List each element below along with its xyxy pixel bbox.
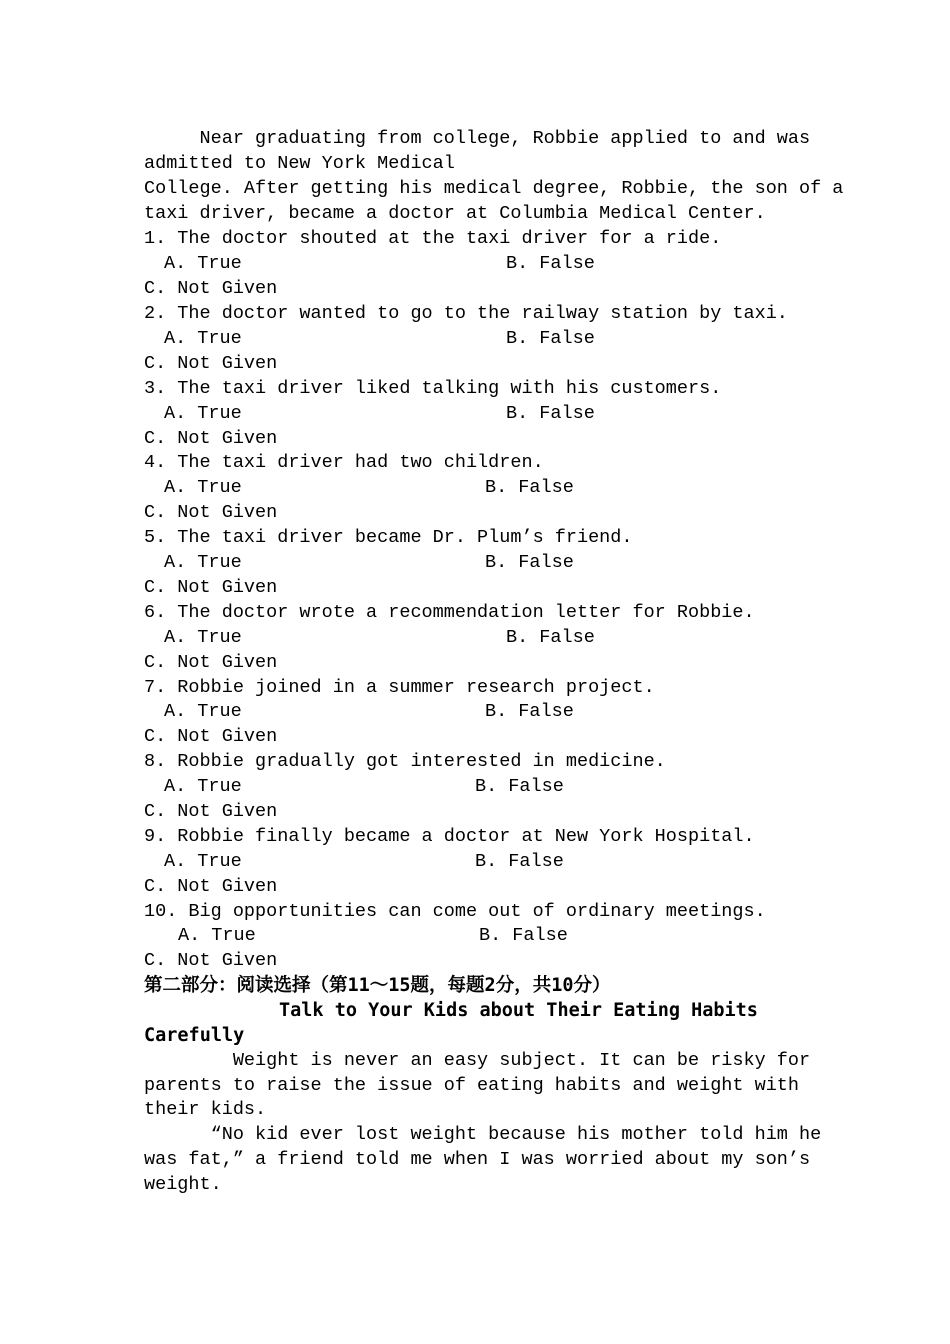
question-8-option-c: C. Not Given [144, 801, 278, 822]
question-6-text: 6. The doctor wrote a recommendation letter for Robbie. [144, 602, 755, 623]
question-3-text: 3. The taxi driver liked talking with his customers. [144, 378, 722, 399]
question-2-option-b: B. False [506, 328, 595, 349]
question-5-option-c: C. Not Given [144, 577, 278, 598]
question-5-option-a: A. True [164, 552, 242, 573]
question-3-option-c: C. Not Given [144, 428, 278, 449]
question-4-option-b: B. False [485, 477, 574, 498]
question-8-text: 8. Robbie gradually got interested in medicine. [144, 751, 666, 772]
question-6-option-c: C. Not Given [144, 652, 278, 673]
passage-line: was fat,” a friend told me when I was worried about my son’s [144, 1149, 811, 1170]
question-10-text: 10. Big opportunities can come out of ordinary meetings. [144, 901, 766, 922]
question-8-option-b: B. False [475, 776, 564, 797]
question-1-option-c: C. Not Given [144, 278, 278, 299]
question-1-text: 1. The doctor shouted at the taxi driver for a ride. [144, 228, 722, 249]
passage-line: weight. [144, 1174, 222, 1195]
question-8-option-a: A. True [164, 776, 242, 797]
question-3-option-b: B. False [506, 403, 595, 424]
section-heading: 第二部分：阅读选择（第11～15题，每题2分，共10分） [144, 975, 611, 996]
question-5-option-b: B. False [485, 552, 574, 573]
question-7-option-a: A. True [164, 701, 242, 722]
question-6-option-a: A. True [164, 627, 242, 648]
question-3-option-a: A. True [164, 403, 242, 424]
question-10-option-a: A. True [178, 925, 256, 946]
question-1-option-b: B. False [506, 253, 595, 274]
question-7-option-c: C. Not Given [144, 726, 278, 747]
passage-line: “No kid ever lost weight because his mother told him he [144, 1124, 822, 1145]
question-10-option-b: B. False [479, 925, 568, 946]
question-4-option-a: A. True [164, 477, 242, 498]
passage-line: admitted to New York Medical [144, 153, 455, 174]
question-7-option-b: B. False [485, 701, 574, 722]
question-9-option-c: C. Not Given [144, 876, 278, 897]
question-5-text: 5. The taxi driver became Dr. Plum’s friend. [144, 527, 633, 548]
passage-title: Talk to Your Kids about Their Eating Habits [279, 1000, 758, 1021]
question-1-option-a: A. True [164, 253, 242, 274]
question-7-text: 7. Robbie joined in a summer research project. [144, 677, 655, 698]
question-10-option-c: C. Not Given [144, 950, 278, 971]
passage-line: Near graduating from college, Robbie applied to and was [144, 128, 811, 149]
passage-line: their kids. [144, 1099, 267, 1120]
question-4-option-c: C. Not Given [144, 502, 278, 523]
question-2-text: 2. The doctor wanted to go to the railway station by taxi. [144, 303, 788, 324]
question-4-text: 4. The taxi driver had two children. [144, 452, 544, 473]
question-2-option-c: C. Not Given [144, 353, 278, 374]
passage-line: College. After getting his medical degree, Robbie, the son of a [144, 178, 844, 199]
passage-title-continued: Carefully [144, 1025, 245, 1046]
passage-line: Weight is never an easy subject. It can be risky for [144, 1050, 811, 1071]
question-6-option-b: B. False [506, 627, 595, 648]
question-9-option-a: A. True [164, 851, 242, 872]
question-9-text: 9. Robbie finally became a doctor at New York Hospital. [144, 826, 755, 847]
passage-line: parents to raise the issue of eating habits and weight with [144, 1075, 800, 1096]
question-2-option-a: A. True [164, 328, 242, 349]
question-9-option-b: B. False [475, 851, 564, 872]
passage-line: taxi driver, became a doctor at Columbia Medical Center. [144, 203, 766, 224]
